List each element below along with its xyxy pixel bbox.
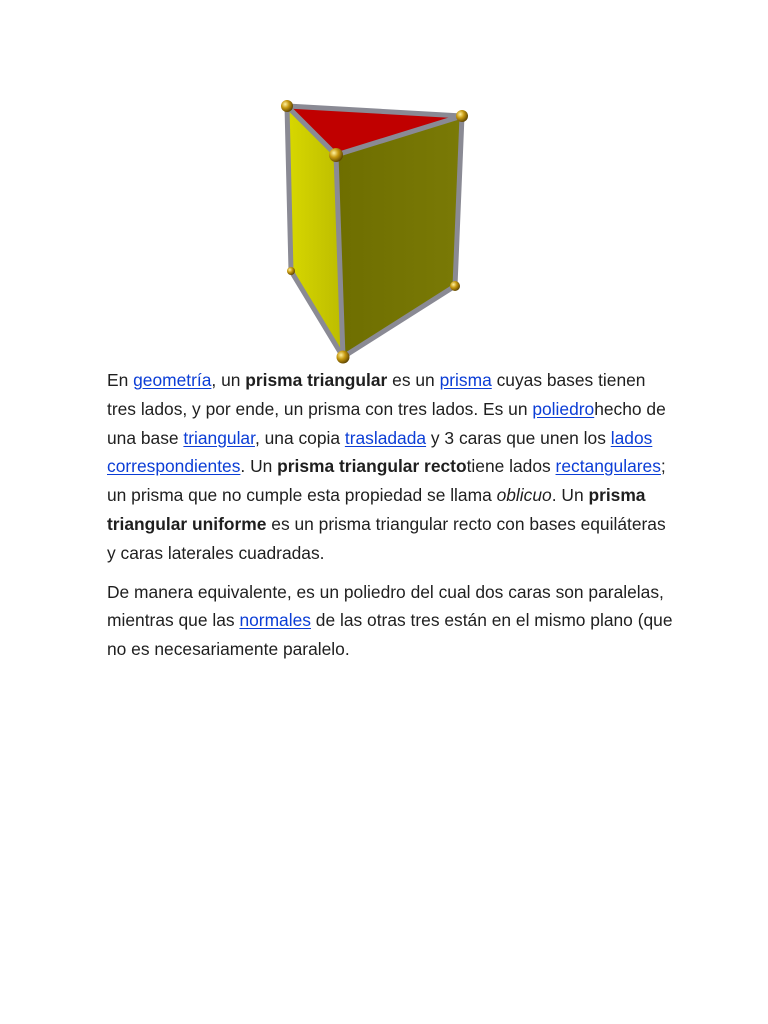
link-geometria[interactable]: geometría: [133, 370, 212, 390]
text-run: tiene lados: [466, 456, 556, 477]
link-trasladada[interactable]: trasladada: [344, 427, 427, 448]
link-rectangulares[interactable]: rectangulares: [555, 456, 661, 477]
article-body: [107, 366, 677, 674]
text-run: . Un: [551, 485, 589, 506]
link-lados-correspondientes[interactable]: lados correspondientes: [107, 427, 653, 477]
bold-prisma-triangular-recto: prisma triangular recto: [277, 456, 467, 477]
text-run: , un: [211, 370, 246, 390]
text-run: y 3 caras que unen los: [426, 427, 611, 448]
text-run: ; un prisma que no cumple esta propiedad se llama: [107, 456, 666, 506]
text-run: es un: [387, 370, 440, 390]
prism-illustration: [270, 94, 480, 370]
text-run: . Un: [240, 456, 278, 477]
text-run: cuyas bases tienen tres lados, y por ende, un prisma con tres lados. Es un: [107, 370, 646, 419]
link-normales[interactable]: normales: [239, 610, 311, 631]
text-run: de las otras tres están en el mismo plano (que no es necesariamente paralelo.: [107, 610, 673, 660]
bold-prisma-triangular-uniforme: prisma triangular uniforme: [107, 485, 646, 534]
text-run: hecho de una base: [107, 398, 666, 448]
text-run: De manera equivalente, es un poliedro del cual dos caras son paralelas, mientras que las: [107, 581, 664, 631]
text-run: En: [107, 370, 134, 390]
paragraph-definition: [107, 366, 677, 568]
text-run: , una copia: [254, 427, 345, 448]
link-triangular[interactable]: triangular: [183, 427, 255, 448]
link-prisma[interactable]: prisma: [439, 370, 492, 390]
link-poliedro[interactable]: poliedro: [532, 398, 595, 419]
italic-oblicuo: oblicuo: [496, 485, 552, 506]
text-run: es un prisma triangular recto con bases equiláteras y caras laterales cuadradas.: [107, 513, 666, 563]
triangular-prism-figure: [270, 94, 480, 370]
paragraph-equivalent-definition: [107, 578, 677, 664]
bold-prisma-triangular: prisma triangular: [245, 370, 388, 390]
